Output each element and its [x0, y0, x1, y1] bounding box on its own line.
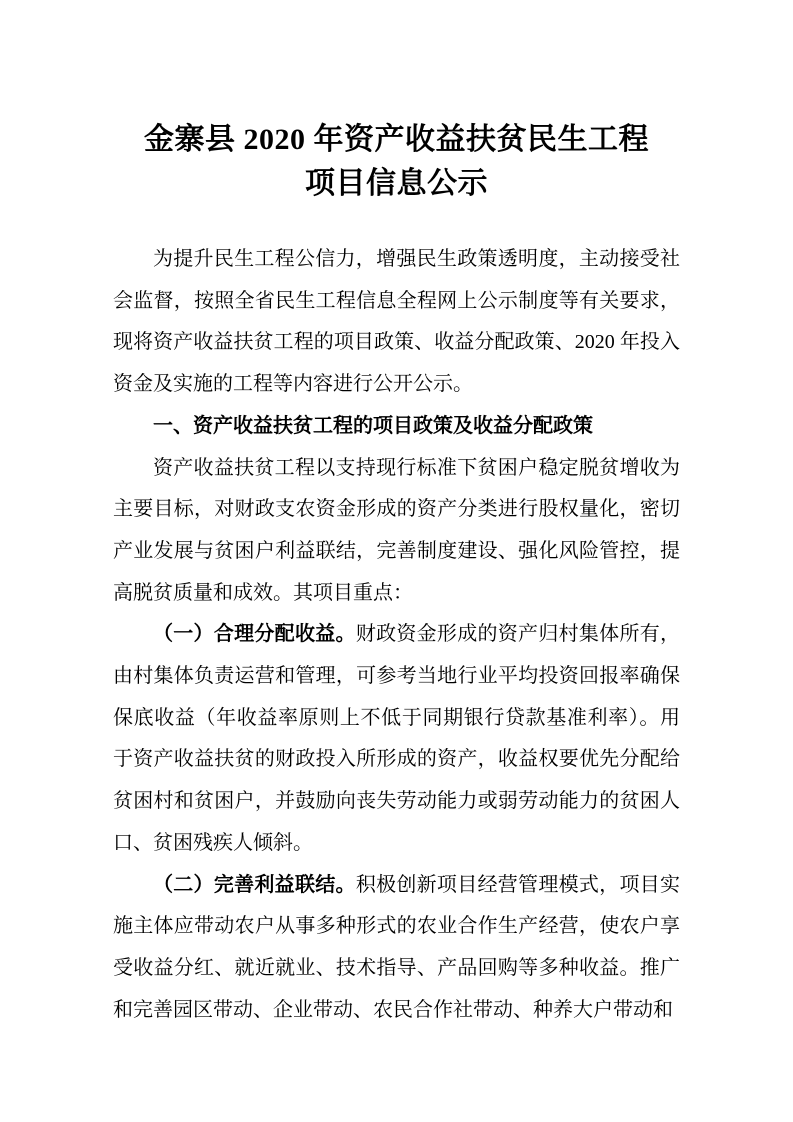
document-content [113, 0, 680, 1031]
document-title [113, 118, 680, 206]
section1-item1-body: 财政资金形成的资产归村集体所有，由村集体负责运营和管理，可参考当地行业平均投资回报率确保保底收益（年收益率原则上不低于同期银行贷款基准利率）。用于资产收益扶贫的财政投入所形成的资产，收益权要优先分配给贫困村和贫困户，并鼓励向丧失劳动能力或弱劳动能力的贫困人口、贫困残疾人倾斜。 [113, 623, 681, 854]
document-body [113, 239, 680, 1031]
section1-heading: 一、资产收益扶贫工程的项目政策及收益分配政策 [153, 414, 593, 437]
section1-item2-lead: （二）完善利益联结。 [153, 873, 356, 896]
section1-overview-paragraph: 资产收益扶贫工程以支持现行标准下贫困户稳定脱贫增收为主要目标，对财政支农资金形成的资产分类进行股权量化，密切产业发展与贫困户利益联结，完善制度建设、强化风险管控，提高脱贫质量和成效。其项目重点： [113, 456, 680, 604]
document-title-line2: 项目信息公示 [305, 167, 488, 200]
section1-item2-body: 积极创新项目经营管理模式，项目实施主体应带动农户从事多种形式的农业合作生产经营，使农户享受收益分红、就近就业、技术指导、产品回购等多种收益。推广和完善园区带动、企业带动、农民合作社带动、种养大户带动和 [113, 873, 681, 1021]
document-title-line1: 金寨县 2020 年资产收益扶贫民生工程 [144, 123, 649, 156]
section1-item2-paragraph [113, 865, 680, 1032]
section1-item1-paragraph [113, 614, 680, 864]
intro-paragraph: 为提升民生工程公信力，增强民生政策透明度，主动接受社会监督，按照全省民生工程信息全程网上公示制度等有关要求，现将资产收益扶贫工程的项目政策、收益分配政策、2020 年投入资金及实施的工程等内容进行公开公示。 [113, 248, 680, 396]
section1-item1-lead: （一）合理分配收益。 [153, 623, 356, 646]
